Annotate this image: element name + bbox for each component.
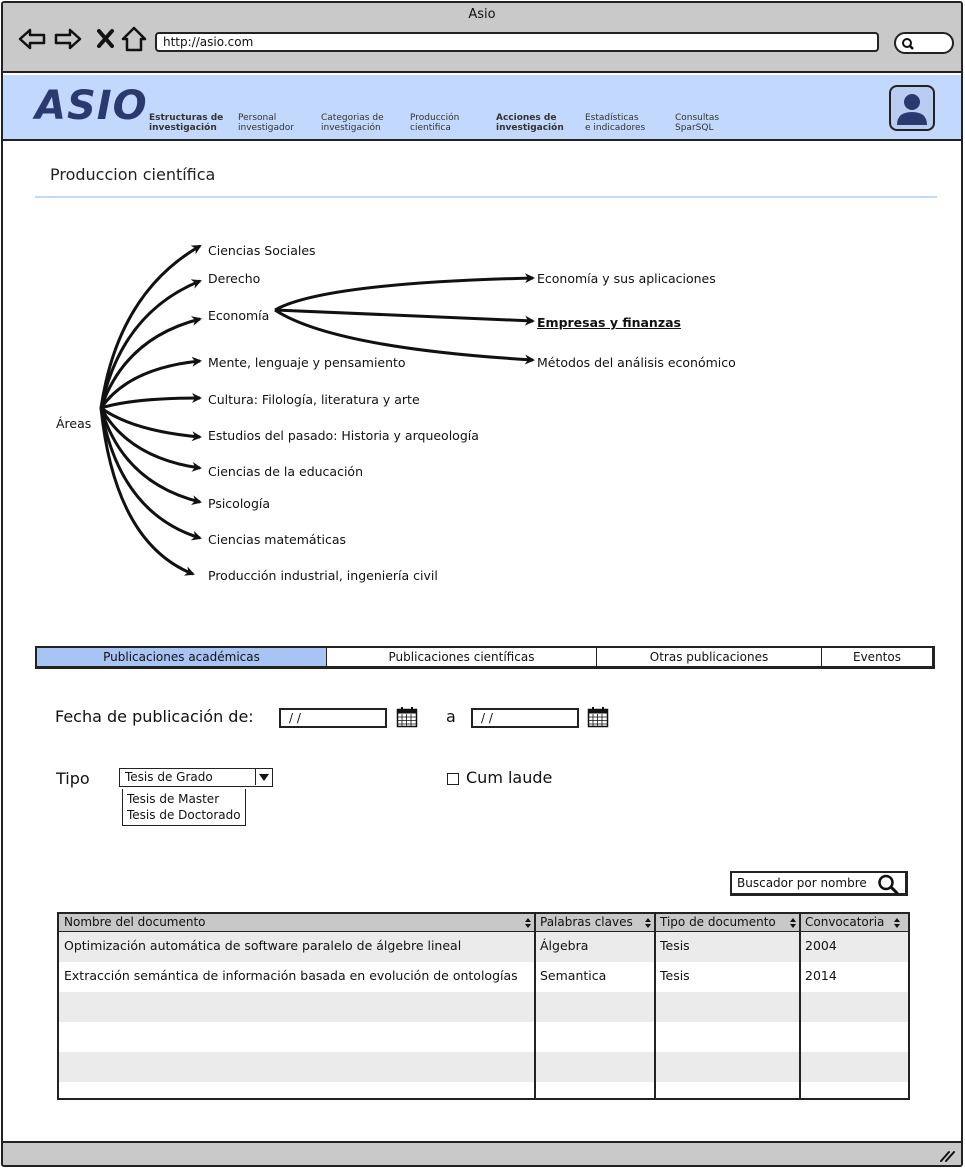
- type-dropdown-list: [122, 789, 246, 826]
- tab-publicaciones-cientificas[interactable]: Publicaciones científicas: [327, 648, 597, 666]
- table-row-empty: [59, 1052, 908, 1082]
- date-label: Fecha de publicación de:: [55, 707, 254, 726]
- tree-root-areas: Áreas: [56, 416, 92, 431]
- publication-tabs: [35, 646, 935, 669]
- type-select-value: Tesis de Grado: [125, 770, 213, 784]
- tree-area-item[interactable]: Psicología: [208, 496, 271, 511]
- column-divider: [799, 914, 801, 1100]
- tree-area-item[interactable]: Mente, lenguaje y pensamiento: [208, 355, 406, 370]
- tab-publicaciones-academicas[interactable]: Publicaciones académicas: [37, 648, 327, 666]
- tree-subarea-item[interactable]: Métodos del análisis económico: [537, 355, 736, 370]
- header-nombre[interactable]: Nombre del documento: [59, 914, 535, 932]
- column-divider: [654, 914, 656, 1100]
- tree-area-item[interactable]: Estudios del pasado: Historia y arqueología: [208, 428, 479, 443]
- search-icon[interactable]: [876, 874, 902, 894]
- name-search-input[interactable]: [730, 871, 908, 896]
- table-row-empty: [59, 1022, 908, 1052]
- tab-otras-publicaciones[interactable]: Otras publicaciones: [597, 648, 822, 666]
- sort-icon[interactable]: [894, 918, 901, 928]
- tree-edge: [275, 278, 533, 310]
- nav-acciones[interactable]: Acciones de investigación: [496, 113, 564, 133]
- resize-grip-icon[interactable]: [939, 1150, 955, 1162]
- tree-edge: [101, 408, 193, 574]
- name-search-placeholder: Buscador por nombre: [737, 876, 867, 890]
- tab-eventos[interactable]: Eventos: [822, 648, 932, 666]
- date-to-input[interactable]: / /: [471, 708, 579, 728]
- table-row-empty: [59, 992, 908, 1022]
- window-title: Asio: [468, 7, 496, 22]
- tree-subarea-item[interactable]: Economía y sus aplicaciones: [537, 271, 716, 286]
- sort-icon[interactable]: [790, 918, 797, 928]
- table-header: [59, 914, 908, 932]
- calendar-icon[interactable]: [396, 706, 418, 728]
- browser-window: [1, 1, 963, 1167]
- column-divider: [534, 914, 536, 1100]
- type-label: Tipo: [56, 769, 90, 788]
- url-input[interactable]: http://asio.com: [155, 32, 879, 52]
- asio-logo[interactable]: ASIO: [35, 83, 148, 129]
- tree-area-item[interactable]: Ciencias Sociales: [208, 243, 316, 258]
- header-convocatoria[interactable]: Convocatoria: [800, 914, 904, 932]
- documents-table: [57, 912, 910, 1100]
- tree-edge: [101, 408, 200, 437]
- type-option[interactable]: Tesis de Master: [127, 792, 220, 806]
- tree-edge: [275, 310, 533, 360]
- nav-estructuras[interactable]: Estructuras de investigación: [149, 113, 224, 133]
- sort-icon[interactable]: [645, 918, 652, 928]
- table-row[interactable]: Extracción semántica de información basada en evolución de ontologías Semantica Tesis 2014: [64, 968, 837, 983]
- tree-area-item[interactable]: Economía: [208, 308, 270, 323]
- sort-icon[interactable]: [525, 918, 532, 928]
- tree-edge: [275, 310, 533, 321]
- cum-laude-label: Cum laude: [466, 768, 553, 787]
- tree-edge: [101, 398, 200, 408]
- date-separator: a: [446, 707, 456, 726]
- tree-area-item[interactable]: Ciencias de la educación: [208, 464, 364, 479]
- table-row[interactable]: Optimización automática de software paralelo de álgebre lineal Álgebra Tesis 2004: [59, 932, 908, 962]
- chevron-down-icon[interactable]: [255, 769, 272, 785]
- nav-personal[interactable]: Personal investigador: [238, 113, 294, 133]
- tree-subarea-item-selected[interactable]: Empresas y finanzas: [537, 315, 681, 330]
- tree-edge: [101, 246, 200, 408]
- nav-consultas[interactable]: Consultas SparSQL: [675, 113, 720, 133]
- date-from-input[interactable]: / /: [279, 708, 387, 728]
- areas-tree-diagram: [3, 3, 961, 603]
- header-tipo[interactable]: Tipo de documento: [655, 914, 800, 932]
- page-title: Produccion científica: [50, 165, 216, 184]
- nav-categorias[interactable]: Categorias de investigación: [321, 113, 384, 133]
- table-row-empty: [59, 1082, 908, 1100]
- calendar-icon[interactable]: [587, 706, 609, 728]
- tree-area-item[interactable]: Derecho: [208, 271, 261, 286]
- nav-estadisticas[interactable]: Estadísticas e indicadores: [585, 113, 646, 133]
- tree-area-item[interactable]: Cultura: Filología, literatura y arte: [208, 392, 420, 407]
- cum-laude-checkbox[interactable]: [447, 773, 459, 785]
- header-palabras[interactable]: Palabras claves: [535, 914, 655, 932]
- tree-area-item[interactable]: Producción industrial, ingeniería civil: [208, 568, 438, 583]
- tree-area-item[interactable]: Ciencias matemáticas: [208, 532, 346, 547]
- status-bar: [3, 1141, 961, 1167]
- nav-produccion[interactable]: Producción cientifica: [410, 113, 460, 133]
- type-option[interactable]: Tesis de Doctorado: [127, 808, 241, 822]
- type-select[interactable]: [119, 768, 273, 787]
